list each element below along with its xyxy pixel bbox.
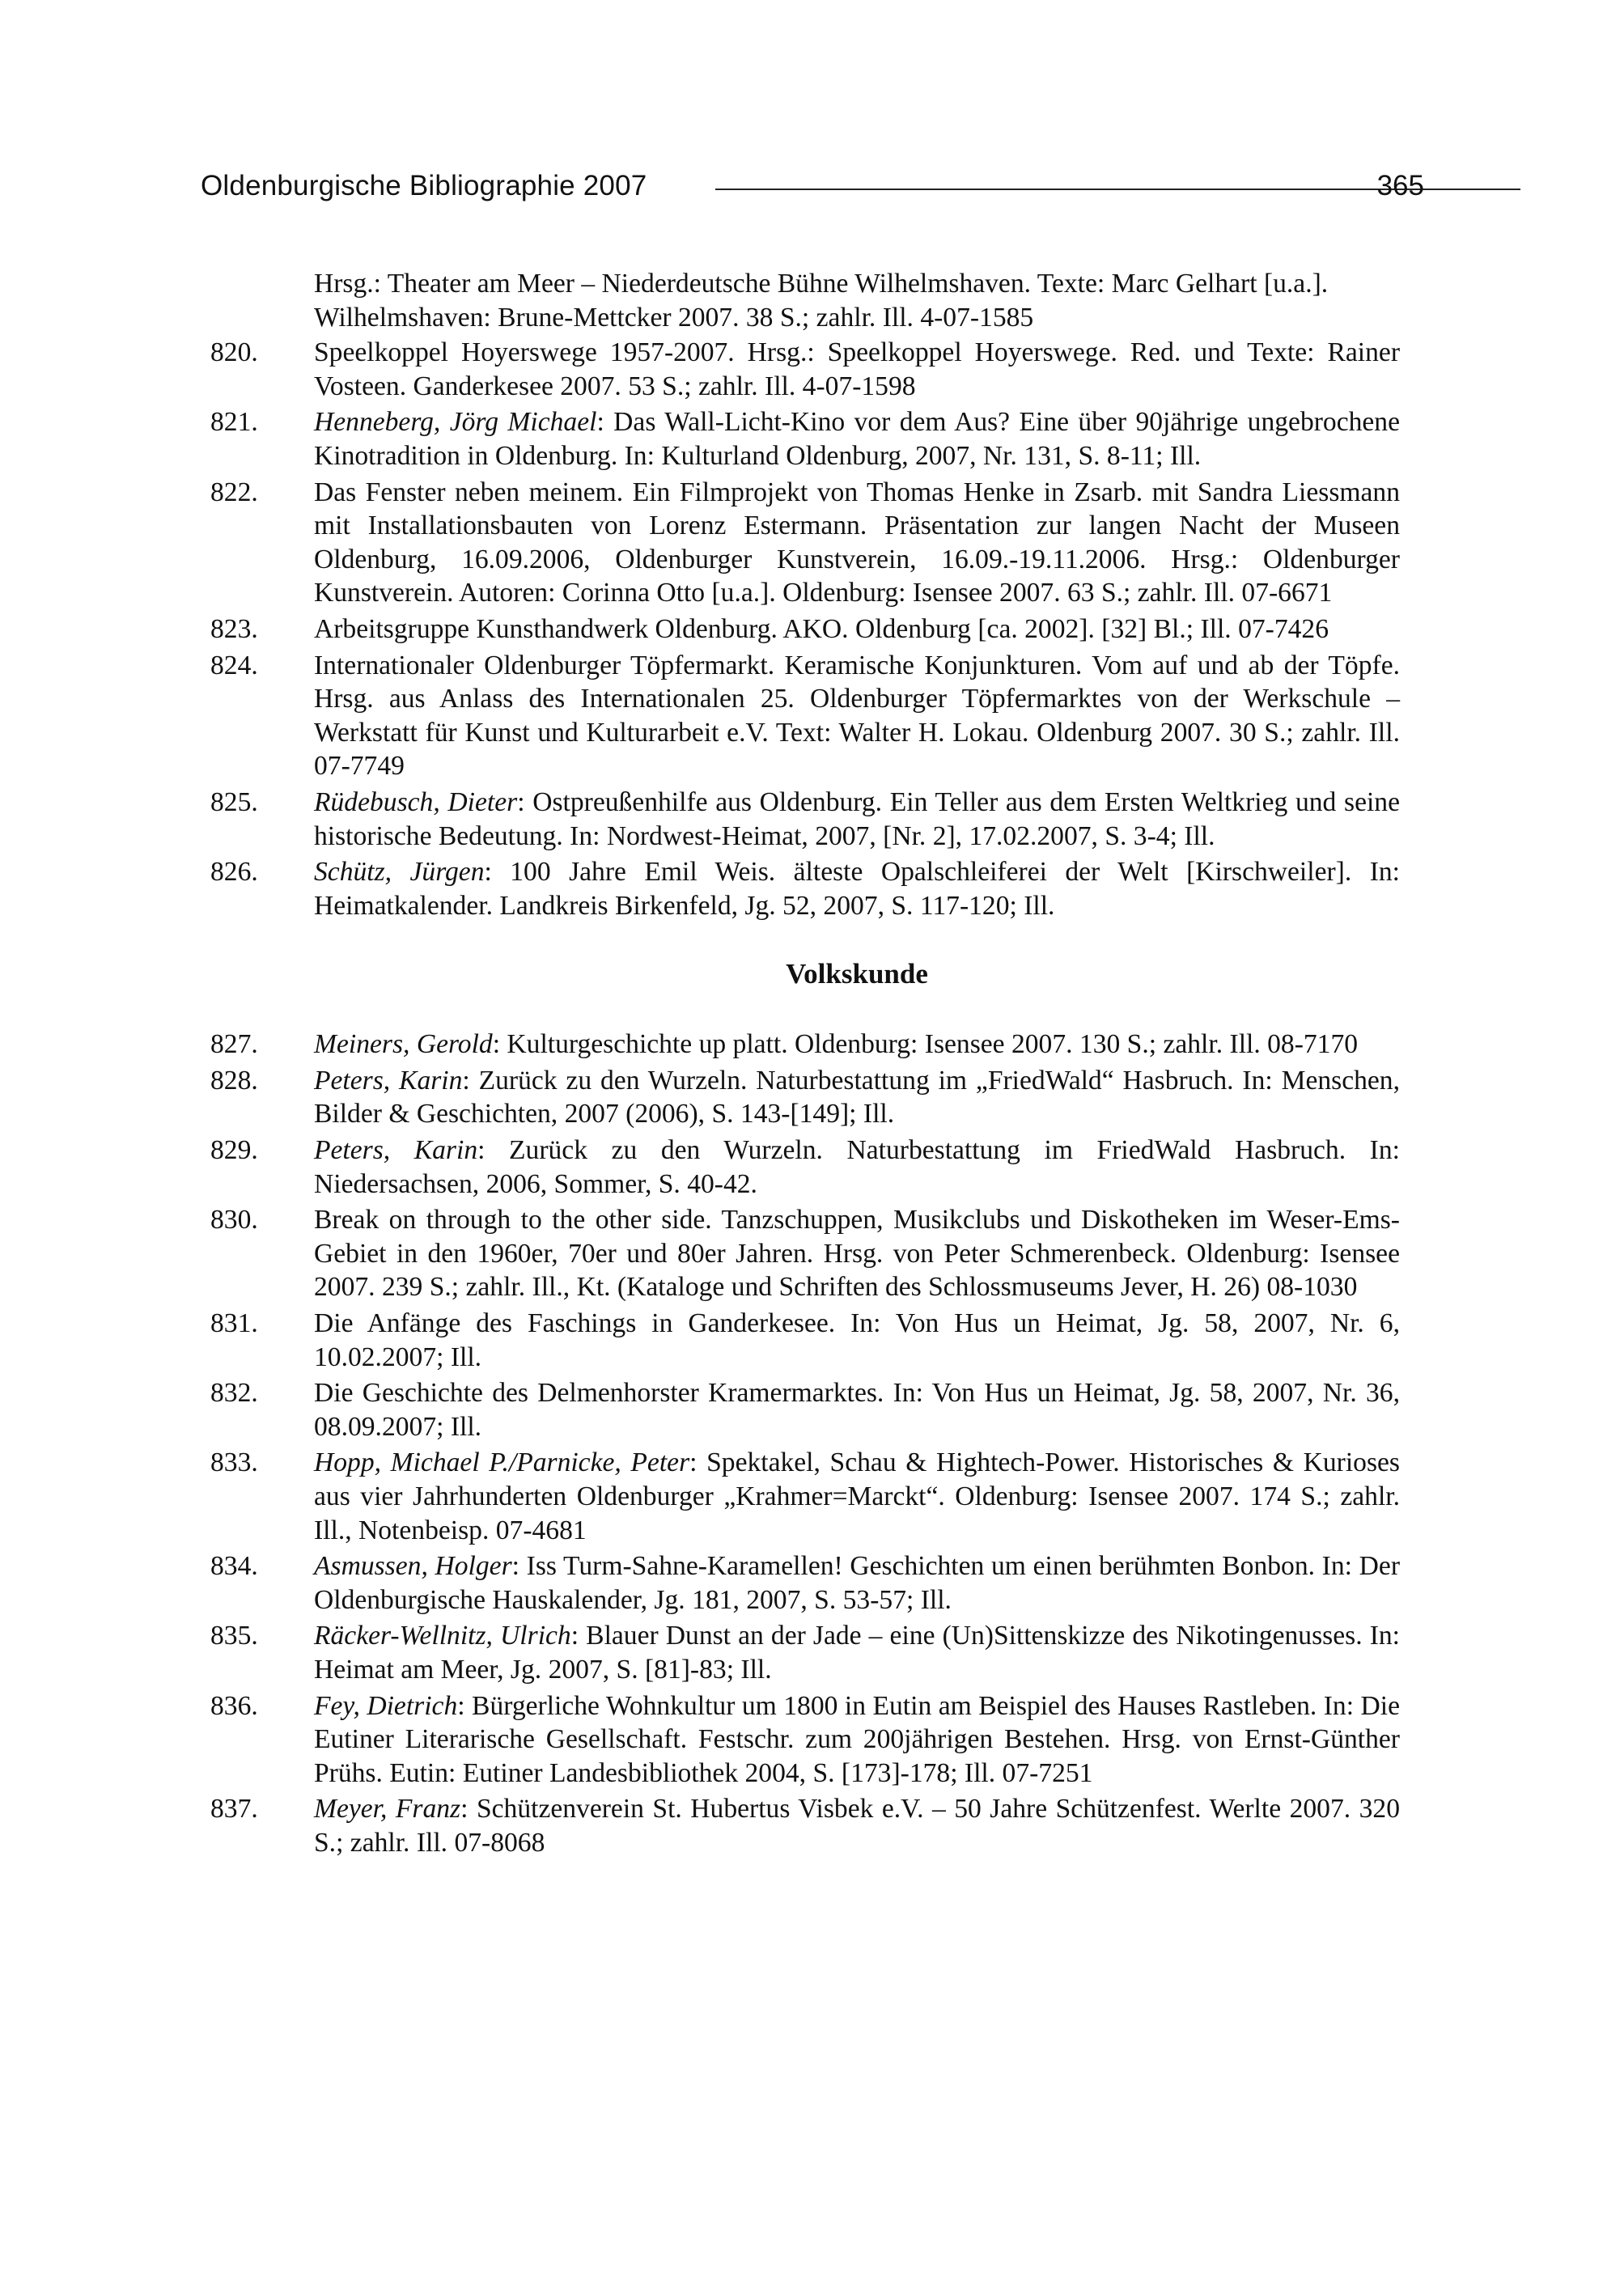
entry-body: : Spektakel, Schau & Hightech-Power. Historisches & Kurioses aus vier Jahrhunderten Oldenburger „Krahmer=Marckt“. Oldenburg: Isensee 2007. 174 S.; zahlr. Ill., Notenbeisp. 07-4681: [314, 1447, 1400, 1545]
bibliography-entry: [210, 1307, 1400, 1374]
entry-author: Räcker-Wellnitz, Ulrich: [314, 1621, 571, 1651]
bibliography-entry: [210, 786, 1400, 853]
entry-body: Break on through to the other side. Tanzschuppen, Musikclubs und Diskotheken im Weser-Ems-Gebiet in den 1960er, 70er und 80er Jahren. Hrsg. von Peter Schmerenbeck. Oldenburg: Isensee 2007. 239 S.; zahlr. Ill., Kt. (Kataloge und Schriften des Schlossmuseums Jever, H. 26) 08-1030: [314, 1205, 1400, 1303]
page-number: 365: [1376, 170, 1424, 201]
entry-author: Meyer, Franz: [314, 1794, 461, 1825]
entry-number: 829.: [210, 1135, 258, 1166]
bibliography-entry: [210, 1028, 1400, 1062]
bibliography-entry: [210, 1619, 1400, 1686]
entry-author: Peters, Karin: [314, 1065, 463, 1096]
section-heading: Volkskunde: [786, 958, 928, 990]
entry-number: 835.: [210, 1621, 258, 1651]
entry-text: [314, 336, 1400, 403]
entry-number: 821.: [210, 407, 258, 438]
entry-text: [314, 1028, 1400, 1062]
entry-body: : Blauer Dunst an der Jade – eine (Un)Sittenskizze des Nikotingenusses. In: Heimat am Meer, Jg. 2007, S. [81]-83; Ill.: [314, 1621, 1400, 1685]
entry-number: 836.: [210, 1690, 258, 1721]
entry-number: 825.: [210, 786, 258, 817]
entry-number: 827.: [210, 1029, 258, 1060]
entry-number: 830.: [210, 1205, 258, 1236]
bibliography-entry: [210, 1689, 1400, 1791]
entry-number: 823.: [210, 613, 258, 644]
entry-body: Arbeitsgruppe Kunsthandwerk Oldenburg. AKO. Oldenburg [ca. 2002]. [32] Bl.; Ill. 07-7426: [314, 613, 1329, 644]
running-header: [201, 167, 1424, 206]
entry-author: Hopp, Michael P./Parnicke, Peter: [314, 1447, 690, 1478]
entry-text: [314, 786, 1400, 853]
bibliography-entry: [210, 1203, 1400, 1304]
entry-number: 826.: [210, 857, 258, 888]
entry-list-volkskunde: [210, 1028, 1400, 1859]
bibliography-entry: [210, 1792, 1400, 1859]
entry-author: Schütz, Jürgen: [314, 857, 485, 888]
entry-text: [314, 855, 1400, 922]
entry-body: Speelkoppel Hoyerswege 1957-2007. Hrsg.: Speelkoppel Hoyerswege. Red. und Texte: Rainer Vosteen. Ganderkesee 2007. 53 S.; zahlr. Ill. 4-07-1598: [314, 337, 1400, 401]
bibliography-entry: [210, 405, 1400, 473]
page-content: [210, 267, 1400, 1863]
entry-number: 832.: [210, 1378, 258, 1409]
entry-body: : Bürgerliche Wohnkultur um 1800 in Eutin am Beispiel des Hauses Rastleben. In: Die Eutiner Literarische Gesellschaft. Festschr. zum 200jährigen Bestehen. Hrsg. von Ernst-Günther Prühs. Eutin: Eutiner Landesbibliothek 2004, S. [173]-178; Ill. 07-7251: [314, 1690, 1400, 1788]
bibliography-entry: [210, 612, 1400, 646]
bibliography-entry: [210, 476, 1400, 610]
bibliography-entry: [210, 1549, 1400, 1617]
entry-author: Meiners, Gerold: [314, 1029, 493, 1060]
entry-author: Asmussen, Holger: [314, 1551, 512, 1582]
entry-number: 837.: [210, 1794, 258, 1825]
bibliography-entry: [210, 855, 1400, 922]
entry-text: [314, 1689, 1400, 1791]
entry-number: 834.: [210, 1551, 258, 1582]
bibliography-entry: [210, 1134, 1400, 1201]
entry-text: [314, 1376, 1400, 1443]
entry-body: : Zurück zu den Wurzeln. Naturbestattung im FriedWald Hasbruch. In: Niedersachsen, 2006, Sommer, S. 40-42.: [314, 1135, 1400, 1199]
continuation-text: Hrsg.: Theater am Meer – Niederdeutsche Bühne Wilhelmshaven. Texte: Marc Gelhart [u.a.]. Wilhelmshaven: Brune-Mettcker 2007. 38 S.; zahlr. Ill. 4-07-1585: [314, 269, 1329, 333]
entry-body: Die Anfänge des Faschings in Ganderkesee. In: Von Hus un Heimat, Jg. 58, 2007, Nr. 6, 10.02.2007; Ill.: [314, 1308, 1400, 1372]
entry-body: : Zurück zu den Wurzeln. Naturbestattung im „FriedWald“ Hasbruch. In: Menschen, Bilder & Geschichten, 2007 (2006), S. 143-[149]; Ill.: [314, 1065, 1400, 1130]
entry-text: [314, 1203, 1400, 1304]
bibliography-entry: [210, 336, 1400, 403]
entry-body: : Das Wall-Licht-Kino vor dem Aus? Eine über 90jährige ungebrochene Kinotradition in Oldenburg. In: Kulturland Oldenburg, 2007, Nr. 131, S. 8-11; Ill.: [314, 407, 1401, 471]
entry-body: : Iss Turm-Sahne-Karamellen! Geschichten um einen berühmten Bonbon. In: Der Oldenburgische Hauskalender, Jg. 181, 2007, S. 53-57; Ill.: [314, 1551, 1400, 1615]
entry-text: [314, 1549, 1400, 1617]
bibliography-entry: [210, 649, 1400, 783]
entry-number: 820.: [210, 337, 258, 368]
entry-body: Das Fenster neben meinem. Ein Filmprojekt von Thomas Henke in Zsarb. mit Sandra Liessmann mit Installationsbauten von Lorenz Estermann. Präsentation zur langen Nacht der Museen Oldenburg, 16.09.2006, Oldenburger Kunstverein, 16.09.-19.11.2006. Hrsg.: Oldenburger Kunstverein. Autoren: Corinna Otto [u.a.]. Oldenburg: Isensee 2007. 63 S.; zahlr. Ill. 07-6671: [314, 477, 1400, 608]
bibliography-entry: [210, 1446, 1400, 1547]
entry-author: Peters, Karin: [314, 1135, 478, 1166]
entry-body: : 100 Jahre Emil Weis. älteste Opalschleiferei der Welt [Kirschweiler]. In: Heimatkalender. Landkreis Birkenfeld, Jg. 52, 2007, S. 117-120; Ill.: [314, 857, 1400, 921]
entry-text: [314, 1064, 1400, 1131]
entry-body: Die Geschichte des Delmenhorster Kramermarktes. In: Von Hus un Heimat, Jg. 58, 2007, Nr. 36, 08.09.2007; Ill.: [314, 1378, 1400, 1442]
entry-text: [314, 1792, 1400, 1859]
entry-text: [314, 405, 1400, 473]
entry-text: [314, 476, 1400, 610]
entry-body: : Kulturgeschichte up platt. Oldenburg: Isensee 2007. 130 S.; zahlr. Ill. 08-7170: [492, 1029, 1359, 1060]
entry-author: Henneberg, Jörg Michael: [314, 407, 597, 438]
entry-author: Rüdebusch, Dieter: [314, 786, 518, 817]
entry-number: 828.: [210, 1065, 258, 1096]
entry-text: [314, 1446, 1400, 1547]
entry-number: 824.: [210, 650, 258, 680]
entry-body: Internationaler Oldenburger Töpfermarkt. Keramische Konjunkturen. Vom auf und ab der Töpfe. Hrsg. aus Anlass des Internationalen 25. Oldenburger Töpfermarktes von der Werkschule – Werkstatt für Kunst und Kulturarbeit e.V. Text: Walter H. Lokau. Oldenburg 2007. 30 S.; zahlr. Ill. 07-7749: [314, 650, 1400, 782]
entry-text: [314, 612, 1400, 646]
entry-author: Fey, Dietrich: [314, 1690, 458, 1721]
bibliography-entry: [210, 1064, 1400, 1131]
entry-body: : Ostpreußenhilfe aus Oldenburg. Ein Teller aus dem Ersten Weltkrieg und seine historische Bedeutung. In: Nordwest-Heimat, 2007, [Nr. 2], 17.02.2007, S. 3-4; Ill.: [314, 786, 1400, 851]
header-title: Oldenburgische Bibliographie 2007: [201, 170, 647, 201]
entry-text: [314, 649, 1400, 783]
entry-text: [314, 1307, 1400, 1374]
entry-number: 833.: [210, 1447, 258, 1478]
entry-text: [314, 1619, 1400, 1686]
entry-number: 831.: [210, 1308, 258, 1339]
entry-body: : Schützenverein St. Hubertus Visbek e.V. – 50 Jahre Schützenfest. Werlte 2007. 320 S.; zahlr. Ill. 07-8068: [314, 1794, 1400, 1858]
entry-text: [314, 1134, 1400, 1201]
bibliography-entry: [210, 1376, 1400, 1443]
entry-list-top: [210, 336, 1400, 922]
entry-number: 822.: [210, 477, 258, 507]
